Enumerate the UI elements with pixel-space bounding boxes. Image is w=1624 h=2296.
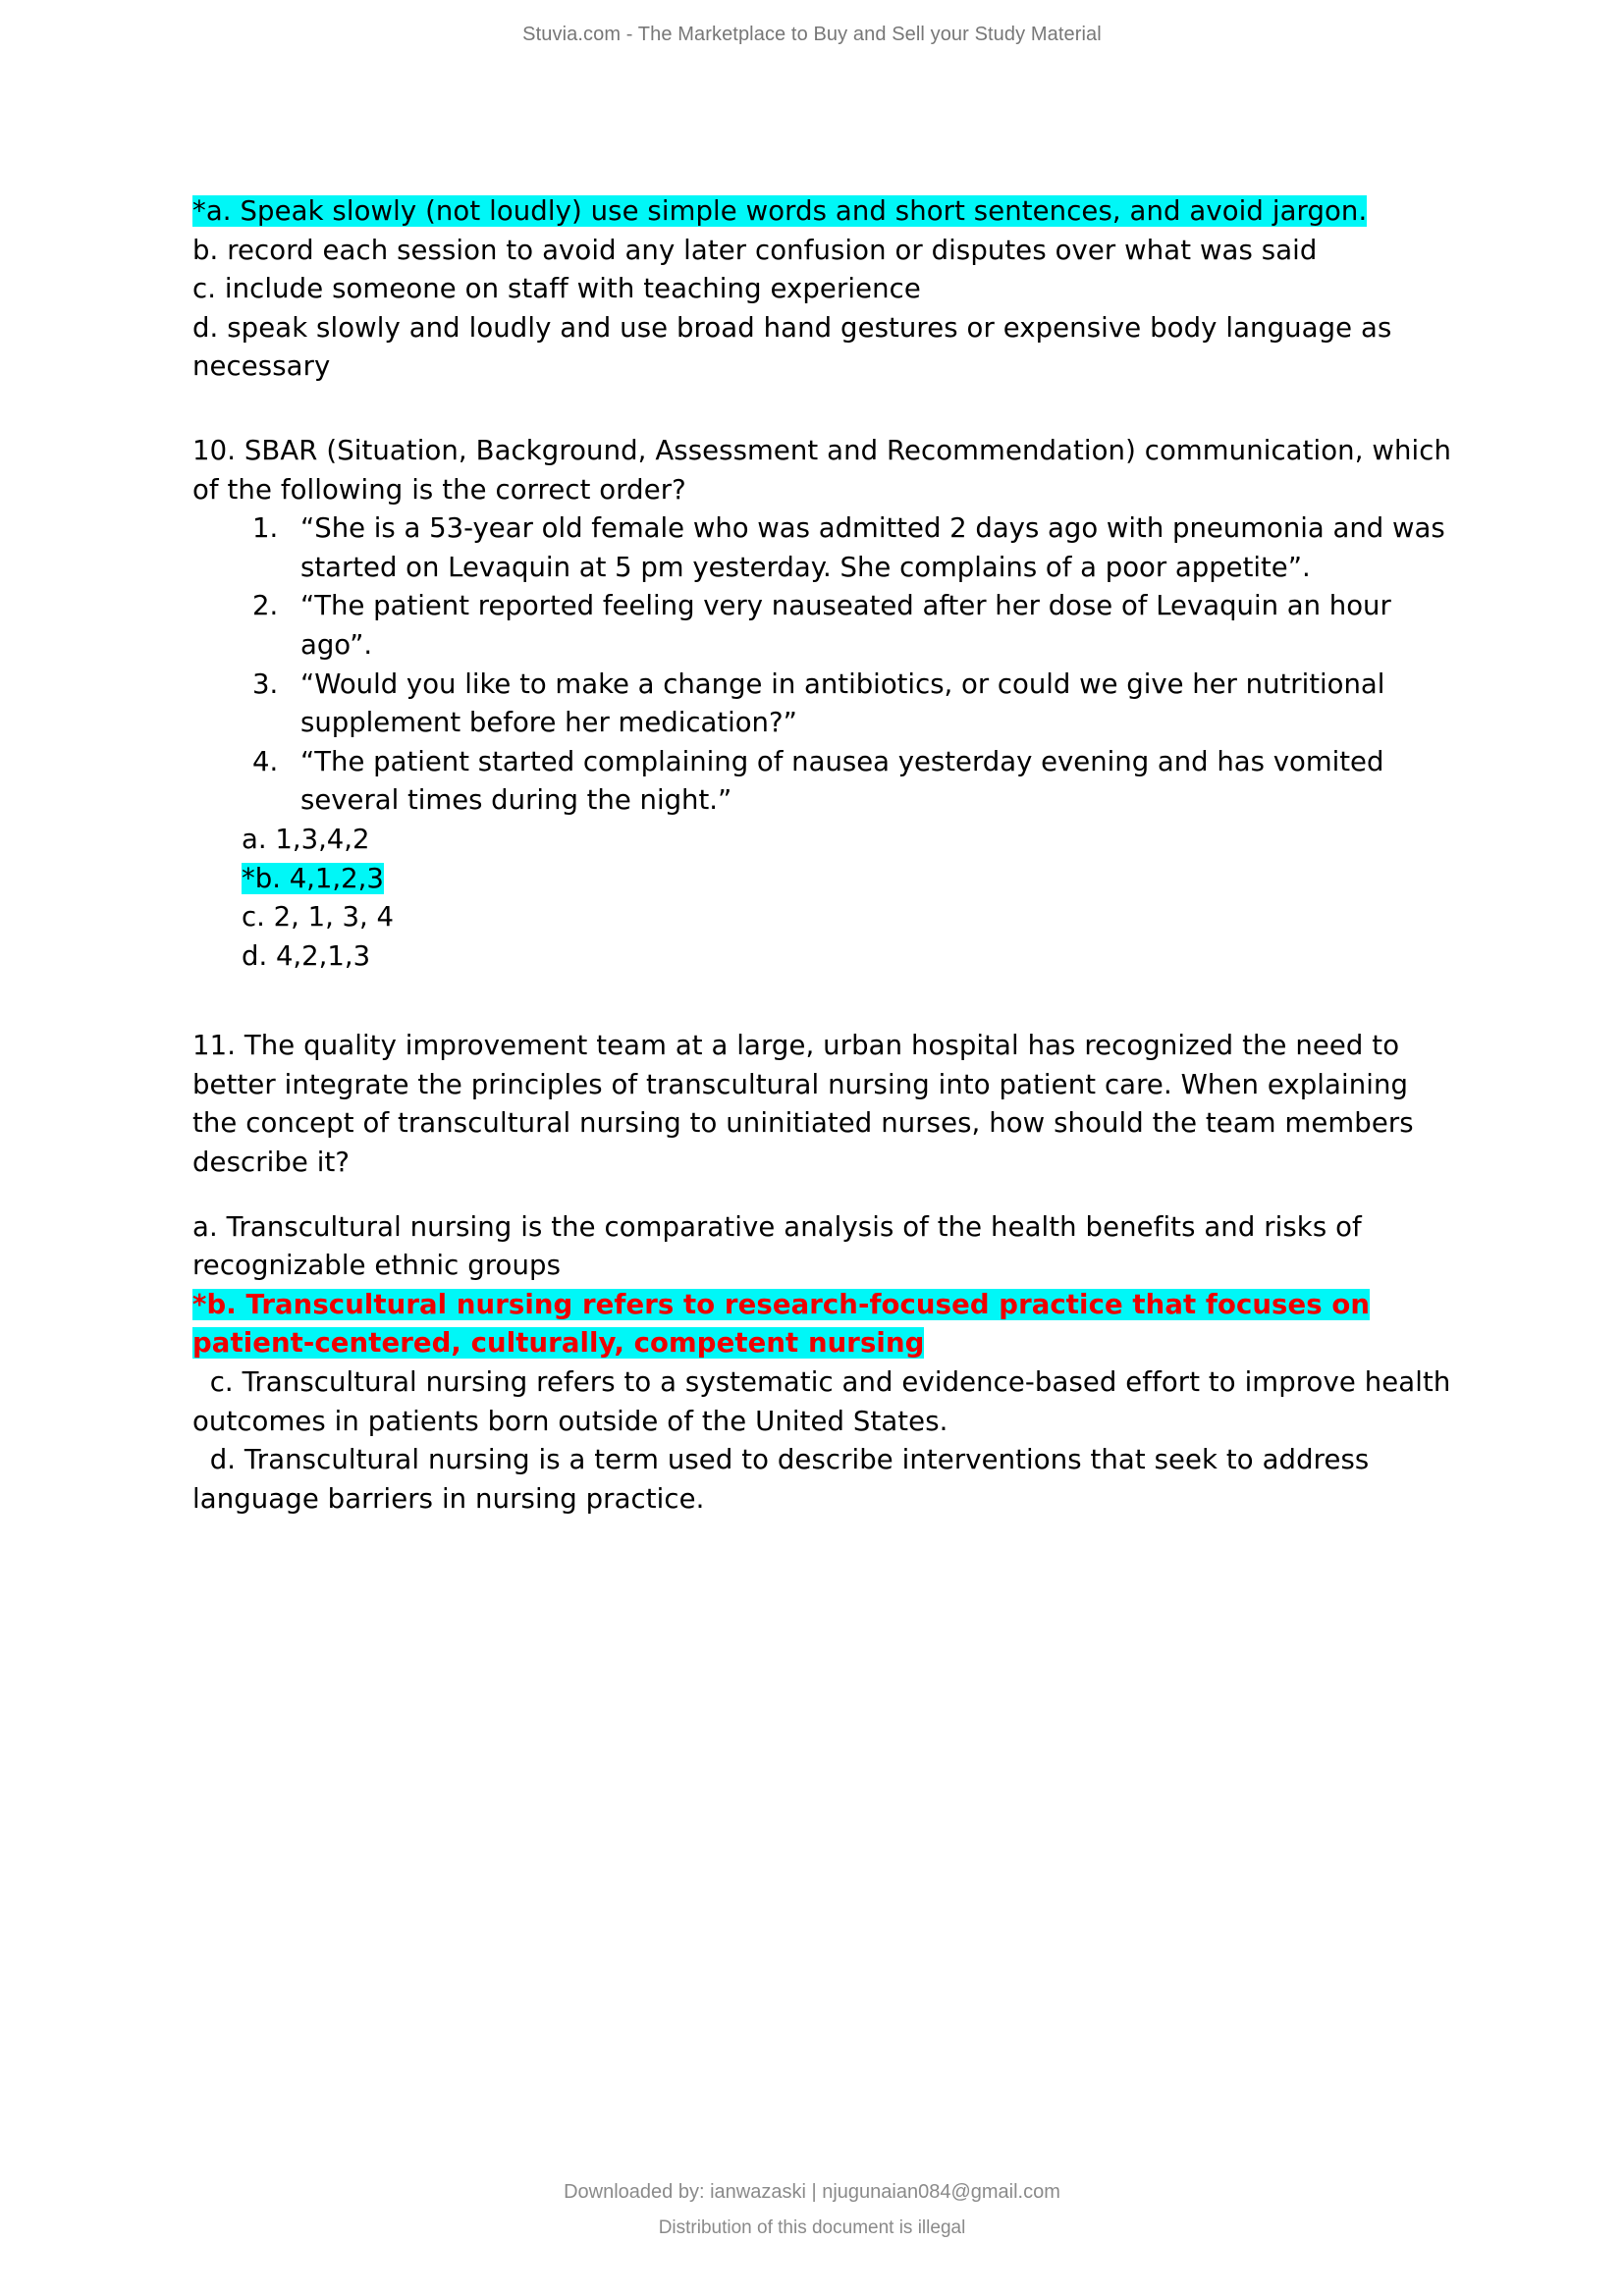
question-11-choice-b xyxy=(192,1286,1454,1363)
list-item: 4. “The patient started complaining of nausea yesterday evening and has vomited several times during the night.” xyxy=(287,743,1454,821)
list-item: 1. “She is a 53-year old female who was admitted 2 days ago with pneumonia and was started on Levaquin at 5 pm yesterday. She complains of a poor appetite”. xyxy=(287,509,1454,587)
question-11-choice-c-text: c. Transcultural nursing refers to a systematic and evidence-based effort to improve health outcomes in patients born outside of the United States. xyxy=(192,1366,1451,1437)
question-11-choice-d xyxy=(192,1441,1454,1519)
question-10-stem: 10. SBAR (Situation, Background, Assessment and Recommendation) communication, which of the following is the correct order? xyxy=(192,434,1452,506)
site-banner: Stuvia.com - The Marketplace to Buy and Sell your Study Material xyxy=(522,24,1102,45)
footer-distribution-notice: Distribution of this document is illegal xyxy=(658,2217,966,2238)
question-9-choice-d: d. speak slowly and loudly and use broad hand gestures or expensive body language as necessary xyxy=(192,311,1392,383)
question-11-choice-b-text: *b. Transcultural nursing refers to research-focused practice that focuses on patient-centered, culturally, competent nursing xyxy=(192,1288,1371,1360)
question-10-numbered-list xyxy=(192,509,1454,821)
spacer xyxy=(192,976,1454,1027)
question-9-choice-a xyxy=(192,192,1454,232)
list-item: 3. “Would you like to make a change in antibiotics, or could we give her nutritional supplement before her medication?” xyxy=(287,666,1454,743)
question-11-choice-c xyxy=(192,1363,1454,1441)
footer-downloaded-by: Downloaded by: ianwazaski | njugunaian084@gmail.com xyxy=(564,2181,1060,2203)
question-9-choice-c: c. include someone on staff with teaching experience xyxy=(192,273,921,305)
document-content xyxy=(192,192,1454,1519)
question-10-choice-c: c. 2, 1, 3, 4 xyxy=(242,901,395,934)
question-10-choices xyxy=(192,821,1454,976)
question-10-choice-d: d. 4,2,1,3 xyxy=(242,939,371,972)
question-11-choice-d-text: d. Transcultural nursing is a term used to describe interventions that seek to address language barriers in nursing practice. xyxy=(192,1444,1370,1515)
spacer xyxy=(192,387,1454,432)
question-9-choice-a-text: *a. Speak slowly (not loudly) use simple words and short sentences, and avoid jargon. xyxy=(192,195,1368,227)
question-10-choice-b xyxy=(242,860,1454,899)
question-11-stem: 11. The quality improvement team at a large, urban hospital has recognized the need to better integrate the principles of transcultural nursing into patient care. When explaining the concept of transcultural nursing to uninitiated nurses, how should the team members describe it? xyxy=(192,1030,1414,1179)
question-10-choice-a: a. 1,3,4,2 xyxy=(242,823,370,855)
question-10-choice-b-text: *b. 4,1,2,3 xyxy=(242,862,384,894)
list-item: 2. “The patient reported feeling very nauseated after her dose of Levaquin an hour ago”. xyxy=(287,587,1454,665)
question-11-choice-a: a. Transcultural nursing is the comparative analysis of the health benefits and risks of recognizable ethnic groups xyxy=(192,1210,1362,1282)
question-9-choice-b: b. record each session to avoid any later confusion or disputes over what was said xyxy=(192,234,1318,266)
document-footer xyxy=(0,2181,1624,2239)
spacer xyxy=(192,1183,1454,1208)
